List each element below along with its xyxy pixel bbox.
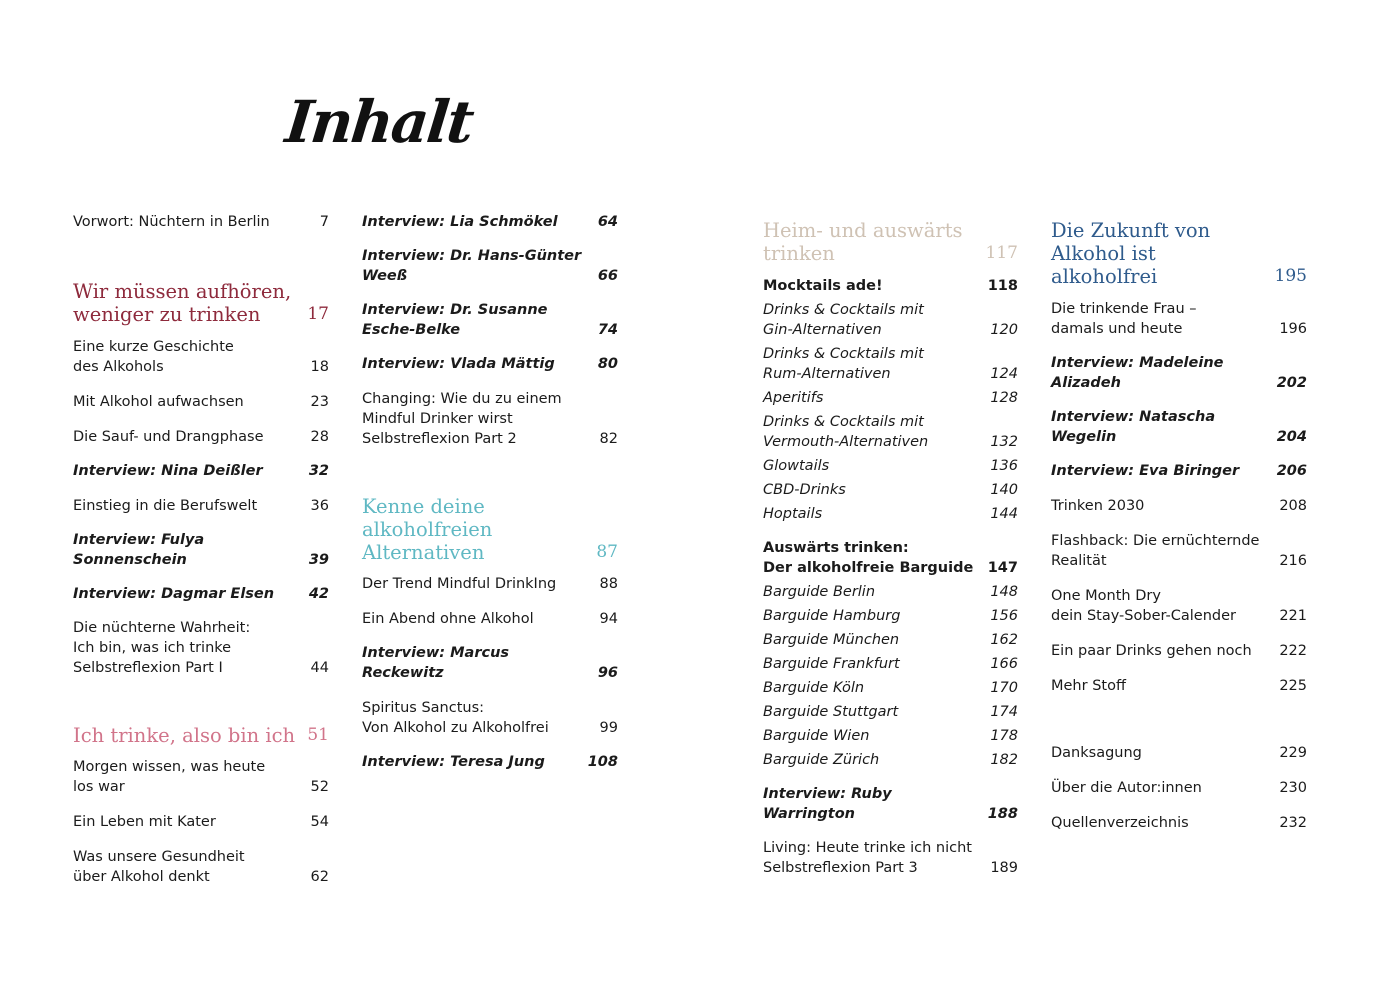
toc-entry-page: 44	[310, 660, 329, 676]
section-heading-title: Kenne deine alkoholfreien Alternativen	[362, 495, 493, 564]
toc-entry[interactable]	[1051, 299, 1307, 339]
toc-entry-page: 216	[1279, 553, 1307, 569]
toc-entry-title: CBD-Drinks	[763, 482, 846, 498]
toc-entry-title: One Month Dry dein Stay-Sober-Calender	[1051, 588, 1236, 624]
toc-entry-page: 94	[599, 611, 618, 627]
toc-entry[interactable]	[73, 584, 329, 604]
toc-column-3	[763, 212, 1018, 878]
toc-entry[interactable]	[1051, 496, 1307, 516]
toc-entry-title: Barguide Hamburg	[763, 608, 901, 624]
toc-entry-page: 225	[1279, 678, 1307, 694]
toc-entry-page: 118	[987, 278, 1018, 294]
toc-entry-page: 206	[1276, 463, 1307, 479]
toc-entry-title: Über die Autor:innen	[1051, 780, 1202, 796]
toc-entry-title: Interview: Natascha Wegelin	[1051, 409, 1216, 445]
toc-entry-page: 136	[990, 458, 1018, 474]
toc-entry[interactable]	[362, 212, 618, 232]
toc-entry[interactable]	[763, 538, 1018, 578]
toc-entry[interactable]	[362, 698, 618, 738]
toc-entry-title: Hoptails	[763, 506, 823, 522]
toc-entry[interactable]	[362, 389, 618, 449]
toc-entry-page: 120	[990, 322, 1018, 338]
toc-entry-title: Einstieg in die Berufswelt	[73, 498, 258, 514]
toc-entry-page: 124	[990, 366, 1018, 382]
toc-entry-title: Trinken 2030	[1051, 498, 1145, 514]
toc-entry[interactable]	[362, 609, 618, 629]
toc-entry[interactable]	[763, 750, 1018, 770]
toc-entry[interactable]	[73, 461, 329, 481]
toc-column-1	[73, 212, 329, 887]
toc-entry[interactable]	[763, 504, 1018, 524]
toc-entry[interactable]	[763, 838, 1018, 878]
toc-entry-page: 28	[310, 429, 329, 445]
toc-entry-title: Danksagung	[1051, 745, 1142, 761]
toc-entry[interactable]	[362, 246, 618, 286]
toc-entry-page: 80	[597, 356, 618, 372]
toc-entry-page: 222	[1279, 643, 1307, 659]
toc-entry[interactable]	[73, 337, 329, 377]
toc-entry-title: Der Trend Mindful DrinkIng	[362, 576, 557, 592]
toc-entry-title: Barguide Köln	[763, 680, 865, 696]
toc-entry-page: 229	[1279, 745, 1307, 761]
section-heading-page: 51	[307, 725, 329, 745]
toc-entry-title: Interview: Fulya Sonnenschein	[73, 532, 205, 568]
section-heading-title: Die Zukunft von Alkohol ist alkoholfrei	[1051, 219, 1211, 288]
toc-entry-title: Interview: Vlada Mättig	[362, 356, 555, 372]
toc-entry[interactable]	[1051, 778, 1307, 798]
toc-entry[interactable]	[763, 276, 1018, 296]
toc-entry[interactable]	[1051, 531, 1307, 571]
toc-entry[interactable]	[763, 388, 1018, 408]
toc-entry-page: 156	[990, 608, 1018, 624]
toc-entry-page: 188	[987, 806, 1018, 822]
toc-entry-page: 174	[990, 704, 1018, 720]
toc-entry-page: 202	[1276, 375, 1307, 391]
toc-entry-title: Interview: Madeleine Alizadeh	[1051, 355, 1224, 391]
toc-entry[interactable]	[1051, 743, 1307, 763]
toc-entry-title: Living: Heute trinke ich nicht Selbstreflexion Part 3	[763, 840, 972, 876]
section-heading[interactable]	[763, 219, 1018, 265]
toc-entry-page: 189	[990, 860, 1018, 876]
toc-entry-page: 23	[310, 394, 329, 410]
toc-entry-page: 196	[1279, 321, 1307, 337]
toc-entry[interactable]	[763, 480, 1018, 500]
toc-entry-page: 88	[599, 576, 618, 592]
toc-entry-title: Barguide Zürich	[763, 752, 880, 768]
toc-entry-title: Barguide Berlin	[763, 584, 876, 600]
toc-entry-title: Barguide München	[763, 632, 900, 648]
toc-entry-page: 208	[1279, 498, 1307, 514]
section-heading-title: Wir müssen aufhören, weniger zu trinken	[73, 280, 292, 326]
toc-entry-title: Interview: Marcus Reckewitz	[362, 645, 510, 681]
toc-entry[interactable]	[1051, 407, 1307, 447]
toc-entry[interactable]	[763, 582, 1018, 602]
toc-entry-page: 66	[597, 268, 618, 284]
toc-entry-page: 230	[1279, 780, 1307, 796]
toc-entry-title: Interview: Teresa Jung	[362, 754, 545, 770]
toc-entry-page: 132	[990, 434, 1018, 450]
toc-column-2	[362, 212, 618, 772]
toc-entry-page: 232	[1279, 815, 1307, 831]
toc-entry[interactable]	[362, 354, 618, 374]
toc-entry-title: Glowtails	[763, 458, 830, 474]
toc-entry[interactable]	[1051, 641, 1307, 661]
toc-entry[interactable]	[763, 344, 1018, 384]
toc-entry-title: Eine kurze Geschichte des Alkohols	[73, 339, 234, 375]
toc-entry-title: Quellenverzeichnis	[1051, 815, 1189, 831]
toc-entry-title: Aperitifs	[763, 390, 824, 406]
section-heading[interactable]	[73, 280, 329, 326]
toc-entry[interactable]	[763, 412, 1018, 452]
toc-entry-title: Ein Leben mit Kater	[73, 814, 216, 830]
section-heading-page: 17	[307, 304, 329, 324]
toc-entry-page: 162	[990, 632, 1018, 648]
toc-entry-page: 64	[597, 214, 618, 230]
section-heading-page: 195	[1274, 266, 1307, 286]
toc-entry-title: Interview: Dr. Hans-Günter Weeß	[362, 248, 582, 284]
toc-entry-title: Interview: Dagmar Elsen	[73, 586, 275, 602]
toc-entry-page: 221	[1279, 608, 1307, 624]
toc-entry-title: Ein Abend ohne Alkohol	[362, 611, 534, 627]
toc-entry-page: 140	[990, 482, 1018, 498]
toc-entry-title: Interview: Eva Biringer	[1051, 463, 1240, 479]
toc-entry-title: Die nüchterne Wahrheit: Ich bin, was ich trinke Selbstreflexion Part I	[73, 620, 251, 676]
toc-entry-page: 32	[308, 463, 329, 479]
toc-entry-title: Mehr Stoff	[1051, 678, 1126, 694]
toc-entry-title: Mit Alkohol aufwachsen	[73, 394, 244, 410]
toc-entry-title: Auswärts trinken: Der alkoholfreie Barguide	[763, 540, 974, 576]
section-heading[interactable]	[362, 495, 618, 564]
toc-entry-page: 108	[587, 754, 618, 770]
toc-entry-page: 62	[310, 869, 329, 885]
toc-entry-page: 166	[990, 656, 1018, 672]
toc-entry-page: 144	[990, 506, 1018, 522]
toc-entry-page: 54	[310, 814, 329, 830]
section-heading-title: Heim- und auswärts trinken	[763, 219, 963, 265]
toc-entry-title: Die Sauf- und Drangphase	[73, 429, 264, 445]
toc-entry[interactable]	[73, 530, 329, 570]
toc-entry[interactable]	[1051, 586, 1307, 626]
toc-entry[interactable]	[763, 678, 1018, 698]
toc-entry-page: 36	[310, 498, 329, 514]
toc-entry[interactable]	[1051, 676, 1307, 696]
toc-entry[interactable]	[763, 630, 1018, 650]
toc-entry-page: 42	[308, 586, 329, 602]
toc-entry-page: 74	[597, 322, 618, 338]
toc-entry-title: Drinks & Cocktails mit Rum-Alternativen	[763, 346, 924, 382]
toc-entry[interactable]	[73, 757, 329, 797]
page-title: Inhalt	[282, 88, 476, 156]
toc-entry-page: 147	[987, 560, 1018, 576]
toc-entry[interactable]	[73, 847, 329, 887]
section-heading-page: 117	[985, 243, 1018, 263]
toc-entry[interactable]	[763, 726, 1018, 746]
toc-entry[interactable]	[1051, 353, 1307, 393]
toc-entry-title: Mocktails ade!	[763, 278, 883, 294]
toc-entry-title: Barguide Frankfurt	[763, 656, 900, 672]
toc-entry-title: Spiritus Sanctus: Von Alkohol zu Alkoholfrei	[362, 700, 549, 736]
toc-entry-title: Interview: Nina Deißler	[73, 463, 263, 479]
toc-entry-page: 52	[310, 779, 329, 795]
toc-entry-page: 99	[599, 720, 618, 736]
toc-entry[interactable]	[73, 427, 329, 447]
toc-entry-page: 182	[990, 752, 1018, 768]
toc-entry-title: Barguide Wien	[763, 728, 870, 744]
toc-entry-page: 96	[597, 665, 618, 681]
toc-entry[interactable]	[763, 702, 1018, 722]
toc-entry[interactable]	[763, 300, 1018, 340]
toc-entry-title: Interview: Dr. Susanne Esche-Belke	[362, 302, 548, 338]
toc-entry-title: Ein paar Drinks gehen noch	[1051, 643, 1252, 659]
toc-entry-page: 204	[1276, 429, 1307, 445]
toc-entry[interactable]	[73, 812, 329, 832]
toc-entry[interactable]	[73, 392, 329, 412]
toc-entry-page: 39	[308, 552, 329, 568]
section-heading[interactable]	[73, 724, 329, 747]
toc-entry[interactable]	[763, 606, 1018, 626]
toc-entry-title: Interview: Lia Schmökel	[362, 214, 558, 230]
toc-entry[interactable]	[362, 574, 618, 594]
toc-entry-page: 178	[990, 728, 1018, 744]
toc-entry[interactable]	[362, 752, 618, 772]
toc-column-4	[1051, 212, 1307, 833]
toc-entry-page: 18	[310, 359, 329, 375]
toc-entry-page: 7	[319, 214, 329, 230]
toc-entry-page: 82	[599, 431, 618, 447]
toc-entry-title: Changing: Wie du zu einem Mindful Drinker wirst Selbstreflexion Part 2	[362, 391, 562, 447]
section-heading[interactable]	[1051, 219, 1307, 288]
toc-entry-page: 148	[990, 584, 1018, 600]
toc-entry-page: 170	[990, 680, 1018, 696]
toc-entry[interactable]	[1051, 461, 1307, 481]
toc-entry-title: Flashback: Die ernüchternde Realität	[1051, 533, 1260, 569]
toc-entry-title: Die trinkende Frau – damals und heute	[1051, 301, 1197, 337]
toc-entry-title: Vorwort: Nüchtern in Berlin	[73, 214, 270, 230]
section-heading-title: Ich trinke, also bin ich	[73, 724, 296, 747]
toc-entry[interactable]	[763, 784, 1018, 824]
toc-entry-title: Drinks & Cocktails mit Gin-Alternativen	[763, 302, 924, 338]
toc-entry-title: Morgen wissen, was heute los war	[73, 759, 266, 795]
toc-entry-title: Was unsere Gesundheit über Alkohol denkt	[73, 849, 245, 885]
toc-entry[interactable]	[1051, 813, 1307, 833]
toc-entry[interactable]	[763, 654, 1018, 674]
toc-entry-title: Barguide Stuttgart	[763, 704, 899, 720]
toc-entry[interactable]	[362, 643, 618, 683]
toc-entry[interactable]	[73, 212, 329, 232]
toc-entry[interactable]	[73, 618, 329, 678]
toc-entry[interactable]	[362, 300, 618, 340]
toc-entry-title: Drinks & Cocktails mit Vermouth-Alternativen	[763, 414, 929, 450]
toc-entry-page: 128	[990, 390, 1018, 406]
toc-entry[interactable]	[763, 456, 1018, 476]
toc-entry[interactable]	[73, 496, 329, 516]
section-heading-page: 87	[596, 542, 618, 562]
toc-entry-title: Interview: Ruby Warrington	[763, 786, 892, 822]
